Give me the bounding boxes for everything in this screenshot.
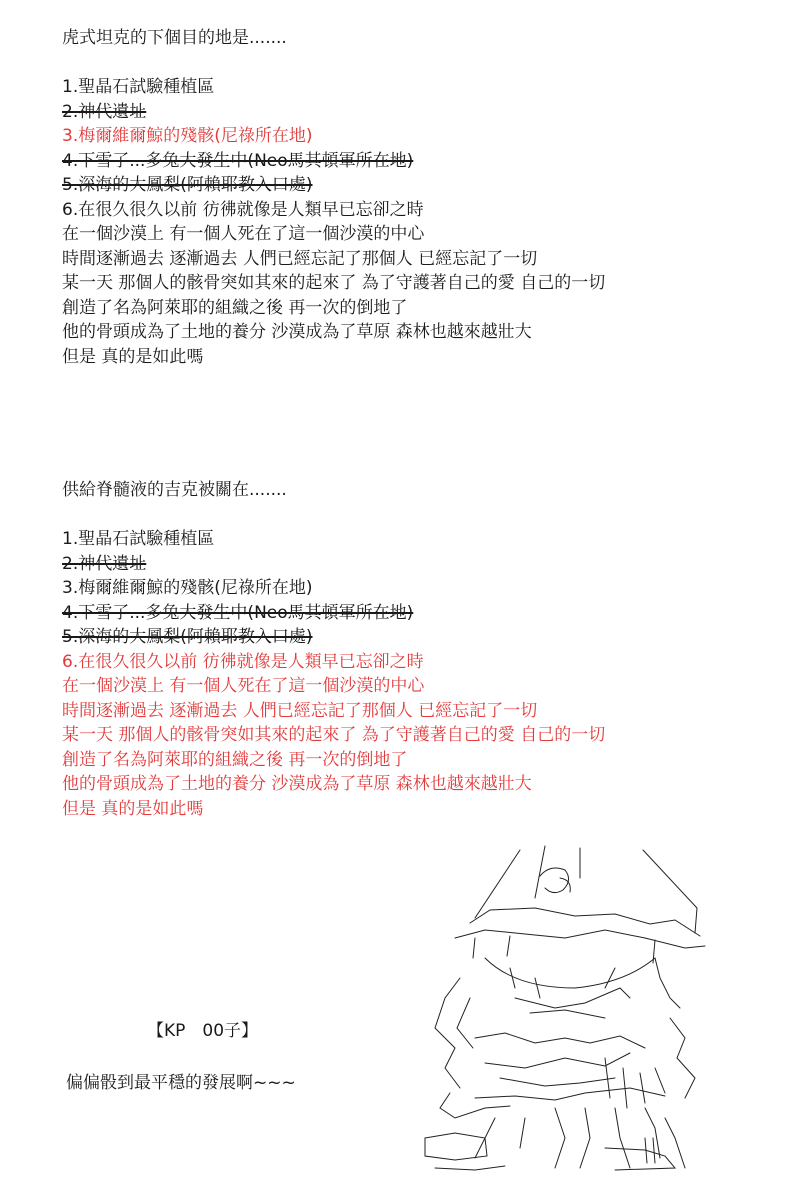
ascii-art-character-icon xyxy=(415,838,715,1178)
question-text: 虎式坦克的下個目的地是....... xyxy=(62,28,287,48)
option-6-story-line: 某一天 那個人的骸骨突如其來的起來了 為了守護著自己的愛 自己的一切 xyxy=(62,273,606,293)
question-block-1 xyxy=(62,26,782,369)
question-block-2 xyxy=(62,478,782,821)
option-6-story-line: 創造了名為阿萊耶的組織之後 再一次的倒地了 xyxy=(62,749,408,770)
option-4-struck: 4.下雪了...多兔大發生中(Neo馬其頓軍所在地) xyxy=(62,150,414,171)
option-3-selected: 3.梅爾維爾鯨的殘骸(尼祿所在地) xyxy=(62,126,313,146)
option-6-story-line: 他的骨頭成為了土地的養分 沙漠成為了草原 森林也越來越壯大 xyxy=(62,322,532,342)
option-2-struck: 2.神代遺址 xyxy=(62,553,147,574)
option-6-story-line: 但是 真的是如此嗎 xyxy=(62,346,204,367)
option-5-struck: 5.深海的大鳳梨(阿賴耶教入口處) xyxy=(62,627,313,647)
speaker-comment: 偏偏骰到最平穩的發展啊~~~ xyxy=(66,1073,296,1093)
option-6-story-line: 在一個沙漠上 有一個人死在了這一個沙漠的中心 xyxy=(62,224,425,244)
option-6-story-line: 時間逐漸過去 逐漸過去 人們已經忘記了那個人 已經忘記了一切 xyxy=(62,700,538,721)
option-6-story-line: 他的骨頭成為了土地的養分 沙漠成為了草原 森林也越來越壯大 xyxy=(62,774,532,794)
option-6-story-line: 在一個沙漠上 有一個人死在了這一個沙漠的中心 xyxy=(62,676,425,696)
question-text: 供給脊髓液的吉克被關在....... xyxy=(62,480,287,500)
option-1: 1.聖晶石試驗種植區 xyxy=(62,529,215,549)
option-6: 6.在很久很久以前 彷彿就像是人類早已忘卻之時 xyxy=(62,199,424,220)
option-6-story-line: 但是 真的是如此嗎 xyxy=(62,798,204,819)
option-5-struck: 5.深海的大鳳梨(阿賴耶教入口處) xyxy=(62,175,313,195)
option-1: 1.聖晶石試驗種植區 xyxy=(62,77,215,97)
option-6-story-line: 某一天 那個人的骸骨突如其來的起來了 為了守護著自己的愛 自己的一切 xyxy=(62,725,606,745)
option-4-struck: 4.下雪了...多兔大發生中(Neo馬其頓軍所在地) xyxy=(62,602,414,623)
option-6-story-line: 創造了名為阿萊耶的組織之後 再一次的倒地了 xyxy=(62,297,408,318)
option-6-selected: 6.在很久很久以前 彷彿就像是人類早已忘卻之時 xyxy=(62,651,424,672)
option-6-story-line: 時間逐漸過去 逐漸過去 人們已經忘記了那個人 已經忘記了一切 xyxy=(62,248,538,269)
option-2-struck: 2.神代遺址 xyxy=(62,101,147,122)
option-3: 3.梅爾維爾鯨的殘骸(尼祿所在地) xyxy=(62,578,313,598)
speaker-label: 【KP 00子】 xyxy=(147,1021,259,1041)
